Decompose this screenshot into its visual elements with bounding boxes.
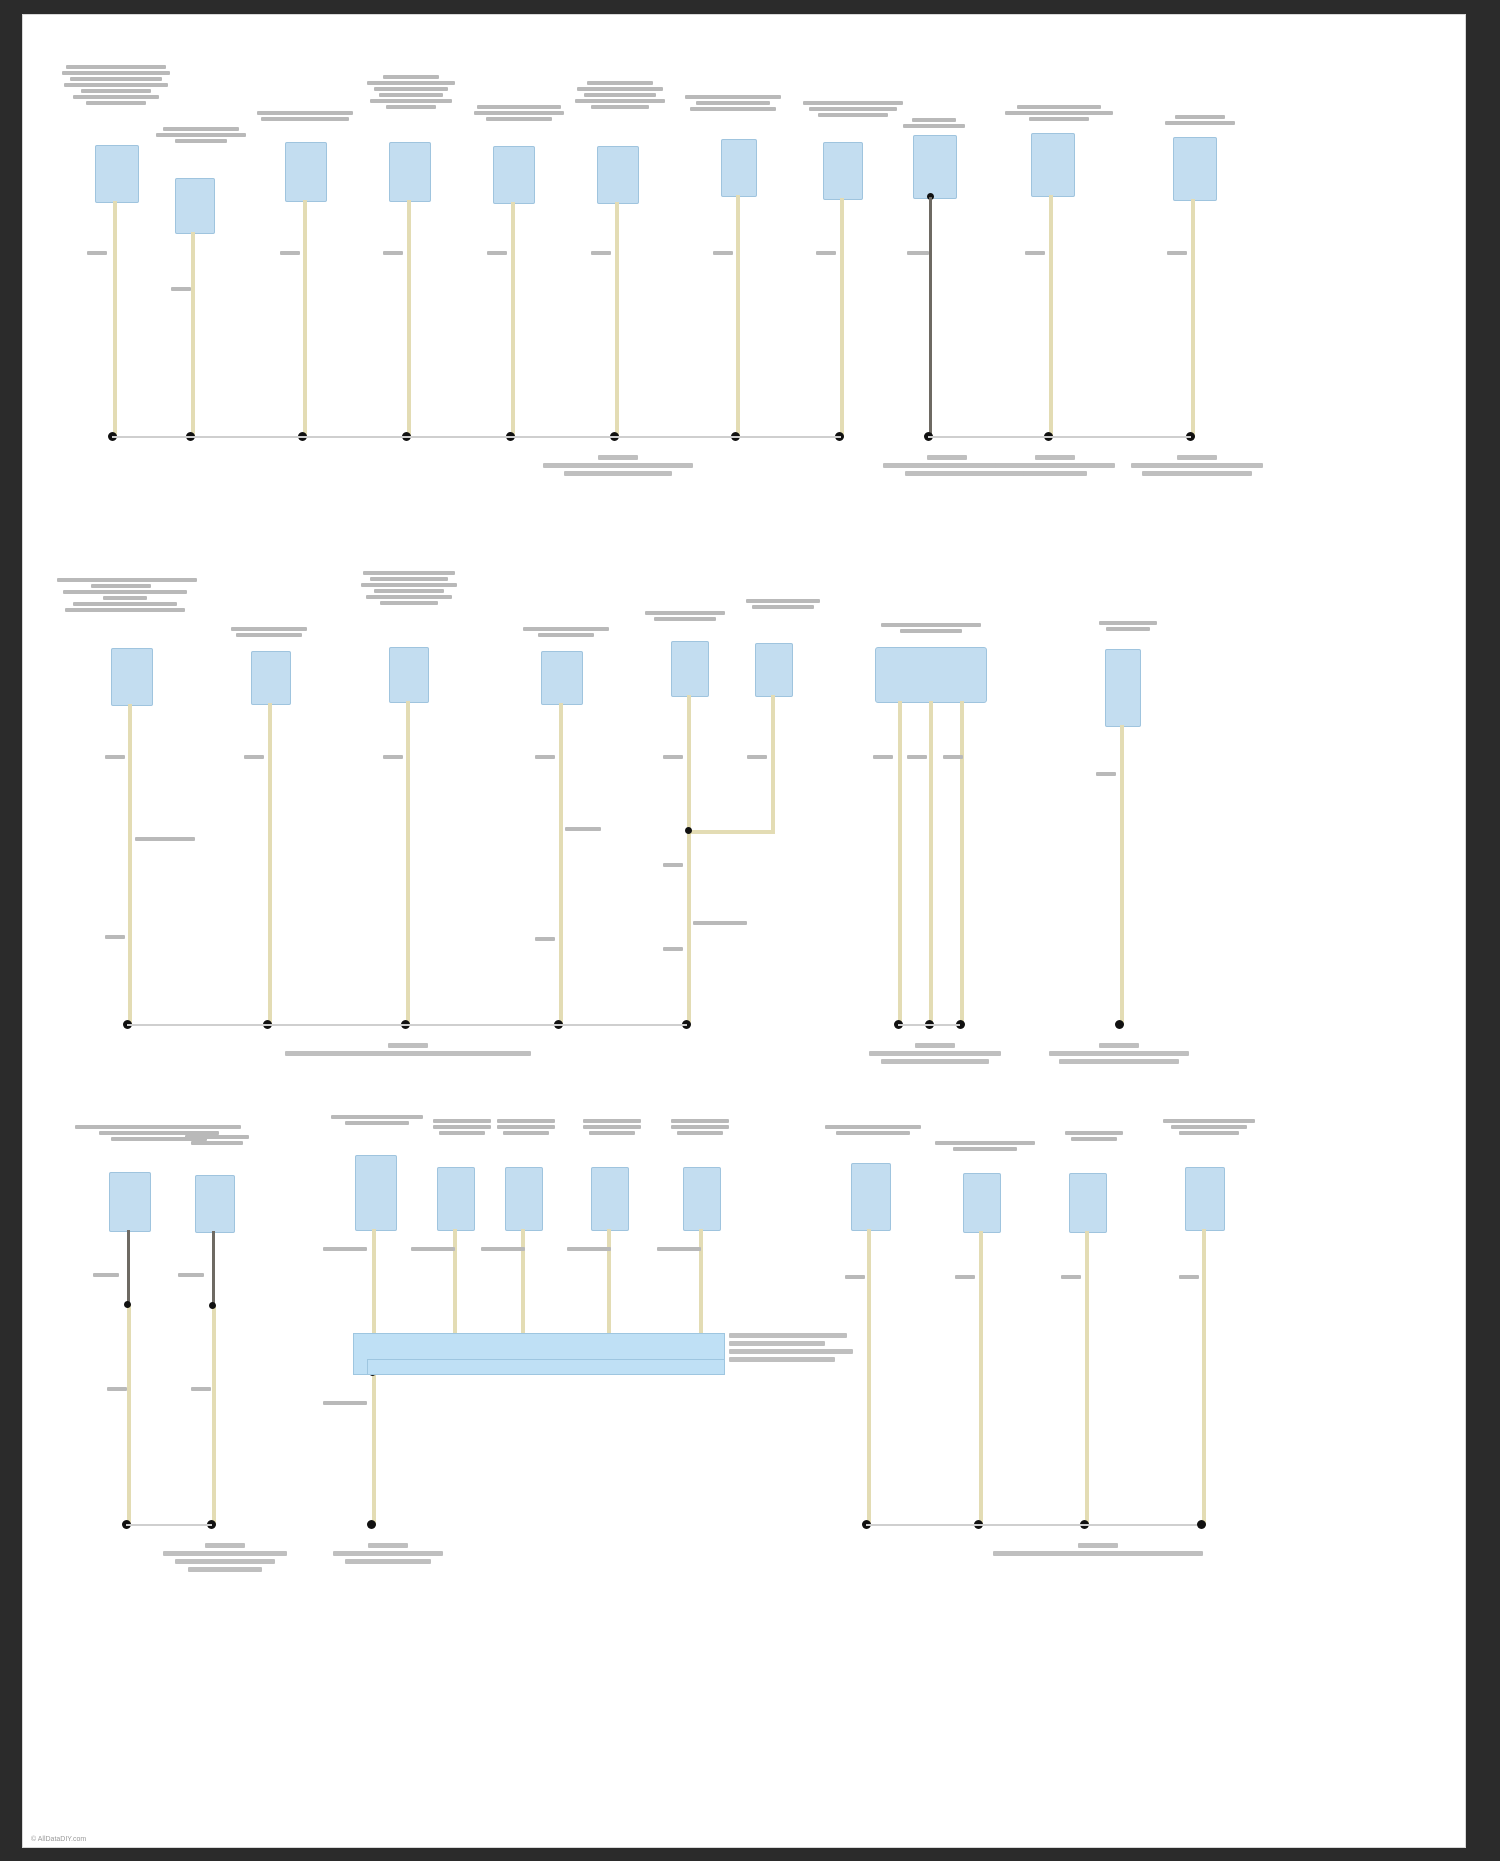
wire-12: [128, 704, 132, 1024]
bus-bar-label: [729, 1333, 859, 1362]
connector-label-24: [495, 1119, 557, 1135]
wire-label-20b: [107, 1387, 127, 1391]
ground-point-19[interactable]: [1115, 1020, 1124, 1029]
wire-label-19: [1096, 772, 1116, 776]
connector-label-16: [643, 611, 727, 621]
wire-label-23: [411, 1247, 455, 1251]
wire-9: [929, 197, 932, 438]
wire-label-16b: [663, 863, 683, 867]
wire-label-25: [567, 1247, 611, 1251]
connector-label-8: [801, 101, 905, 117]
connector-2[interactable]: [175, 178, 215, 234]
wire-28: [979, 1231, 983, 1526]
connector-15[interactable]: [541, 651, 583, 705]
wire-label-17: [747, 755, 767, 759]
connector-label-7: [683, 95, 783, 111]
wire-21-dark: [212, 1231, 215, 1305]
connector-label-25: [581, 1119, 643, 1135]
wire-label-1: [87, 251, 107, 255]
wire-label-15b: [535, 937, 555, 941]
wire-label-2: [171, 287, 191, 291]
wire-label-21b: [191, 1387, 211, 1391]
wire-20: [127, 1304, 131, 1526]
diagram-sheet: [22, 14, 1466, 1848]
wire-label-10: [1025, 251, 1045, 255]
wire-18b: [929, 701, 933, 1024]
ground-note-6: [869, 1043, 1001, 1064]
connector-label-11: [1163, 115, 1237, 125]
wire-11: [1191, 199, 1195, 438]
ground-note-7: [1049, 1043, 1189, 1064]
connector-20[interactable]: [109, 1172, 151, 1232]
connector-label-1: [61, 65, 171, 105]
wire-label-9: [907, 251, 929, 255]
connector-label-4: [363, 75, 459, 109]
wire-29: [1085, 1231, 1089, 1526]
connector-label-3: [255, 111, 355, 121]
connector-label-27: [823, 1125, 923, 1135]
connector-17[interactable]: [755, 643, 793, 697]
connector-18[interactable]: [875, 647, 987, 703]
connector-29[interactable]: [1069, 1173, 1107, 1233]
connector-28[interactable]: [963, 1173, 1001, 1233]
wire-label-28: [955, 1275, 975, 1279]
wire-label-11: [1167, 251, 1187, 255]
wire-label-26: [657, 1247, 701, 1251]
wire-label-14: [383, 755, 403, 759]
connector-label-9: [901, 118, 967, 128]
wire-13: [268, 703, 272, 1024]
wire-note-12a: [135, 837, 195, 841]
connector-label-19: [1097, 621, 1159, 631]
wire-22: [372, 1229, 376, 1526]
wire-label-15: [535, 755, 555, 759]
connector-label-15: [521, 627, 611, 637]
ground-point-30[interactable]: [1197, 1520, 1206, 1529]
connector-13[interactable]: [251, 651, 291, 705]
splice-node-3: [124, 1301, 131, 1308]
wire-2: [191, 232, 195, 438]
wire-label-12b: [105, 935, 125, 939]
wire-27: [867, 1229, 871, 1526]
wire-17: [771, 695, 775, 832]
wire-4: [407, 200, 411, 438]
connector-1[interactable]: [95, 145, 139, 203]
connector-label-6: [571, 81, 669, 109]
connector-19[interactable]: [1105, 649, 1141, 727]
wire-label-6: [591, 251, 611, 255]
ground-note-4: [1131, 455, 1263, 476]
connector-11[interactable]: [1173, 137, 1217, 201]
ground-note-1: [543, 455, 693, 476]
wire-label-18a: [873, 755, 893, 759]
wire-label-18b: [907, 755, 927, 759]
wire-label-3: [280, 251, 300, 255]
wire-6: [615, 202, 619, 438]
ground-bus-3: [127, 1024, 687, 1026]
connector-label-2: [153, 127, 248, 143]
connector-6[interactable]: [597, 146, 639, 204]
wire-label-30: [1179, 1275, 1199, 1279]
connector-label-14: [359, 571, 459, 605]
connector-24[interactable]: [505, 1167, 543, 1231]
ground-bus-6: [866, 1524, 1197, 1526]
wire-14: [406, 701, 410, 1024]
wire-label-22b: [323, 1401, 367, 1405]
ground-note-5: [285, 1043, 531, 1056]
wire-label-29: [1061, 1275, 1081, 1279]
wire-16: [687, 695, 691, 1024]
connector-label-30: [1161, 1119, 1257, 1135]
wire-18c: [960, 701, 964, 1024]
connector-label-22: [329, 1115, 425, 1125]
footer-credit: © AllDataDIY.com: [31, 1836, 87, 1843]
ground-bus-5: [126, 1524, 212, 1526]
connector-5[interactable]: [493, 146, 535, 204]
connector-label-17: [743, 599, 823, 609]
connector-4[interactable]: [389, 142, 431, 202]
wire-1: [113, 201, 117, 438]
bus-bar-inner: [367, 1359, 725, 1375]
splice-node-4: [209, 1302, 216, 1309]
wire-label-24: [481, 1247, 525, 1251]
wire-label-20: [93, 1273, 119, 1277]
ground-note-9: [333, 1543, 443, 1564]
connector-label-5: [471, 105, 567, 121]
wire-label-5: [487, 251, 507, 255]
connector-22[interactable]: [355, 1155, 397, 1231]
wire-19: [1120, 725, 1124, 1024]
ground-bus-2: [928, 436, 1191, 438]
wire-15: [559, 703, 563, 1024]
connector-26[interactable]: [683, 1167, 721, 1231]
connector-label-10: [1003, 105, 1115, 121]
wire-18a: [898, 701, 902, 1024]
connector-23[interactable]: [437, 1167, 475, 1231]
splice-node-2: [685, 827, 692, 834]
wire-21: [212, 1305, 216, 1526]
ground-bus-1: [112, 436, 841, 438]
wire-label-16: [663, 755, 683, 759]
wire-17-branch: [689, 830, 775, 834]
connector-30[interactable]: [1185, 1167, 1225, 1231]
connector-21[interactable]: [195, 1175, 235, 1233]
wire-5: [511, 202, 515, 438]
ground-note-8: [163, 1543, 287, 1572]
wire-label-8: [816, 251, 836, 255]
wire-30: [1202, 1229, 1206, 1526]
connector-25[interactable]: [591, 1167, 629, 1231]
wire-note-16a: [693, 921, 747, 925]
connector-12[interactable]: [111, 648, 153, 706]
connector-9[interactable]: [913, 135, 957, 199]
wire-note-15a: [565, 827, 601, 831]
connector-8[interactable]: [823, 142, 863, 200]
connector-label-12: [57, 578, 203, 612]
wire-20-dark: [127, 1230, 130, 1304]
wire-label-27: [845, 1275, 865, 1279]
wire-7: [736, 195, 740, 438]
wire-label-4: [383, 251, 403, 255]
connector-3[interactable]: [285, 142, 327, 202]
connector-label-18: [879, 623, 983, 633]
connector-label-13: [229, 627, 309, 637]
wire-label-13: [244, 755, 264, 759]
wire-8: [840, 198, 844, 438]
connector-label-21: [183, 1135, 251, 1145]
connector-14[interactable]: [389, 647, 429, 703]
wire-10: [1049, 195, 1053, 438]
ground-note-10: [993, 1543, 1203, 1556]
wire-label-22: [323, 1247, 367, 1251]
ground-bus-4: [898, 1024, 960, 1026]
connector-label-23: [431, 1119, 493, 1135]
connector-27[interactable]: [851, 1163, 891, 1231]
ground-point-22[interactable]: [367, 1520, 376, 1529]
wire-3: [303, 200, 307, 438]
wire-label-16c: [663, 947, 683, 951]
connector-7[interactable]: [721, 139, 757, 197]
wire-label-12: [105, 755, 125, 759]
wire-label-21: [178, 1273, 204, 1277]
connector-label-29: [1063, 1131, 1125, 1141]
wire-label-7: [713, 251, 733, 255]
wire-label-18c: [943, 755, 963, 759]
connector-10[interactable]: [1031, 133, 1075, 197]
connector-label-26: [669, 1119, 731, 1135]
connector-label-28: [933, 1141, 1037, 1151]
connector-16[interactable]: [671, 641, 709, 697]
ground-note-3: [995, 455, 1115, 476]
